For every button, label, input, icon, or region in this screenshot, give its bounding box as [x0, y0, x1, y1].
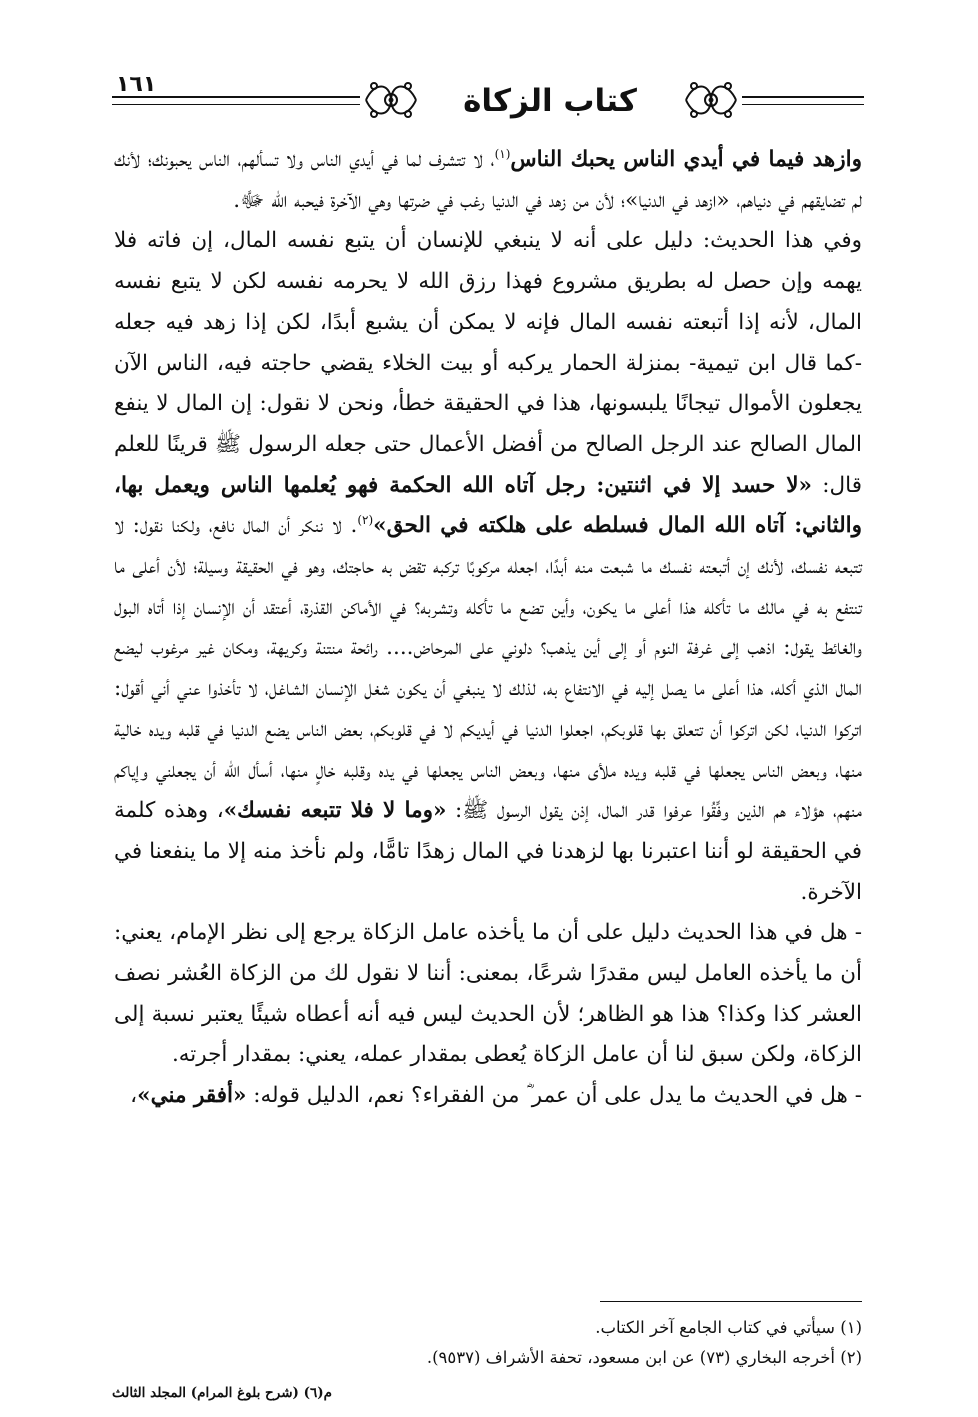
paragraph-2	[114, 221, 862, 913]
footnote-ref-1: (١)	[494, 146, 511, 161]
chapter-title: كتاب الزكاة	[463, 83, 637, 119]
paragraph-text: ،	[130, 1083, 138, 1109]
paragraph-text: وفي هذا الحديث: دليل على أنه لا ينبغي للإنسان أن يتبع نفسه المال، إن فاته فلا يهمه وإن حصل له بطريق مشروع فهذا رزق الله لا يحرمه نفسه لكن لا يتبع نفسه المال، لأنه إذا أتبعته نفسه المال فإنه لا يمكن أن يشبع أبدًا، لكن إذا زهد فيه جعله -كما قال ابن تيمية- بمنزلة الحمار يركبه أو بيت الخلاء يقضي حاجته فيه، الناس الآن يجعلون الأموال تيجانًا يلبسونها، هذا في الحقيقة خطأ، ونحن لا نقول: إن المال لا ينفع المال الصالح عند الرجل الصالح من أفضل الأعمال حتى جعله الرسول ﷺ قرينًا للعلم قال:	[114, 228, 862, 498]
hadith-quote: «وما لا فلا تتبعه نفسك»	[223, 798, 447, 824]
ornament-left-icon	[360, 72, 422, 128]
footnotes	[114, 1313, 862, 1373]
paragraph-text: ، وهذه كلمة في الحقيقة لو أننا اعتبرنا بها لزهدنا في المال زهدًا تامًّا، ولم نأخذ منه إلا ما ينفعنا في الآخرة.	[114, 798, 862, 905]
paragraph-4	[114, 1076, 862, 1117]
footnote-1: (١) سيأتي في كتاب الجامع آخر الكتاب.	[595, 1318, 862, 1337]
page-number: ١٦١	[116, 72, 157, 97]
footnote-divider	[600, 1301, 862, 1302]
page-header	[112, 72, 864, 142]
footnote-2: (٢) أخرجه البخاري (٧٣) عن ابن مسعود، تحفة الأشراف (٩٥٣٧).	[426, 1348, 862, 1367]
paragraph-1	[114, 140, 862, 221]
hadith-quote: وازهد فيما في أيدي الناس يحبك الناس	[510, 147, 862, 172]
body-text	[114, 140, 862, 1117]
chapter-title-box	[420, 76, 680, 126]
paragraph-text: - هل في الحديث ما يدل على أن عمر ؓ من الفقراء؟ نعم، الدليل قوله:	[246, 1083, 862, 1109]
hadith-quote: «أفقر مني»	[137, 1083, 247, 1109]
paragraph-3: - هل في هذا الحديث دليل على أن ما يأخذه عامل الزكاة يرجع إلى نظر الإمام، يعني: أن ما يأخذه العامل ليس مقدرًا شرعًا، بمعنى: أننا لا نقول لك من الزكاة العُشر نصف العشر كذا وكذا؟ هذا هو الظاهر؛ لأن الحديث ليس فيه أنه أعطاه شيئًا يعتبر نسبة إلى الزكاة، ولكن سبق لنا أن عامل الزكاة يُعطى بمقدار عمله، يعني: بمقدار أجرته.	[114, 920, 862, 1068]
hadith-quote: «لا حسد إلا في اثنتين: رجل آتاه الله الحكمة فهو يُعلمها الناس ويعمل بها، والثاني: آتاه الله المال فسلطه على هلكته في الحق»	[114, 472, 862, 539]
footnote-ref-2: (٢)	[357, 513, 374, 528]
ornament-right-icon	[680, 72, 742, 128]
paragraph-text: . لا ننكر أن المال نافع، ولكنا نقول: لا تتبعه نفسك، لأنك إن أتبعته نفسك ما شبعت منه أبدًا، اجعله مركوبًا تركبه تقض به حاجتك، وهو في الحقيقة وسيلة؛ لأن أعلى ما تنتفع به في مالك ما تأكله هذا أعلى ما يكون، وأين تضع ما تأكله وتشربه؟ في الأماكن القذرة، أعتقد أن الإنسان إذا أتاه البول والغائط يقول: اذهب إلى غرفة النوم أو إلى أين يذهب؟ دلوني على المرحاض.... رائحة منتنة وكريهة، ومكان غير مرغوب ليضع المال الذي أكله، هذا أعلى ما يصل إليه في الانتفاع به، لذلك لا ينبغي أن يكون شغل الإنسان الشاغل، لا تأخذوا عني أني أقول: اتركوا الدنيا، لكن اتركوا أن تتعلق بها قلوبكم، اجعلوا الدنيا في أيديكم لا في قلوبكم، بعض الناس يضع الدنيا في قلبه ويده خالية منها، وبعض الناس يجعلها في قلبه ويده ملأى منها، وبعض الناس يجعلها في يده وقلبه خالٍ منها، أسأل الله أن يجعلني وإياكم منهم، هؤلاء هم الذين وفِّقُوا عرفوا قدر المال، إذن يقول الرسول ﷺ:	[114, 513, 862, 824]
paragraph-text: ، لا تتشرف لما في أيدي الناس ولا تسألهم، الناس يحبونك؛ لأنك لم تضايقهم في دنياهم، «ازهد في الدنيا»؛ لأن من زهد في الدنيا رغب في ضرتها وهي الآخرة فيحبه الله ﷻ.	[114, 147, 862, 213]
volume-signature: م(٦) (شرح بلوغ المرام) المجلد الثالث	[112, 1385, 332, 1401]
